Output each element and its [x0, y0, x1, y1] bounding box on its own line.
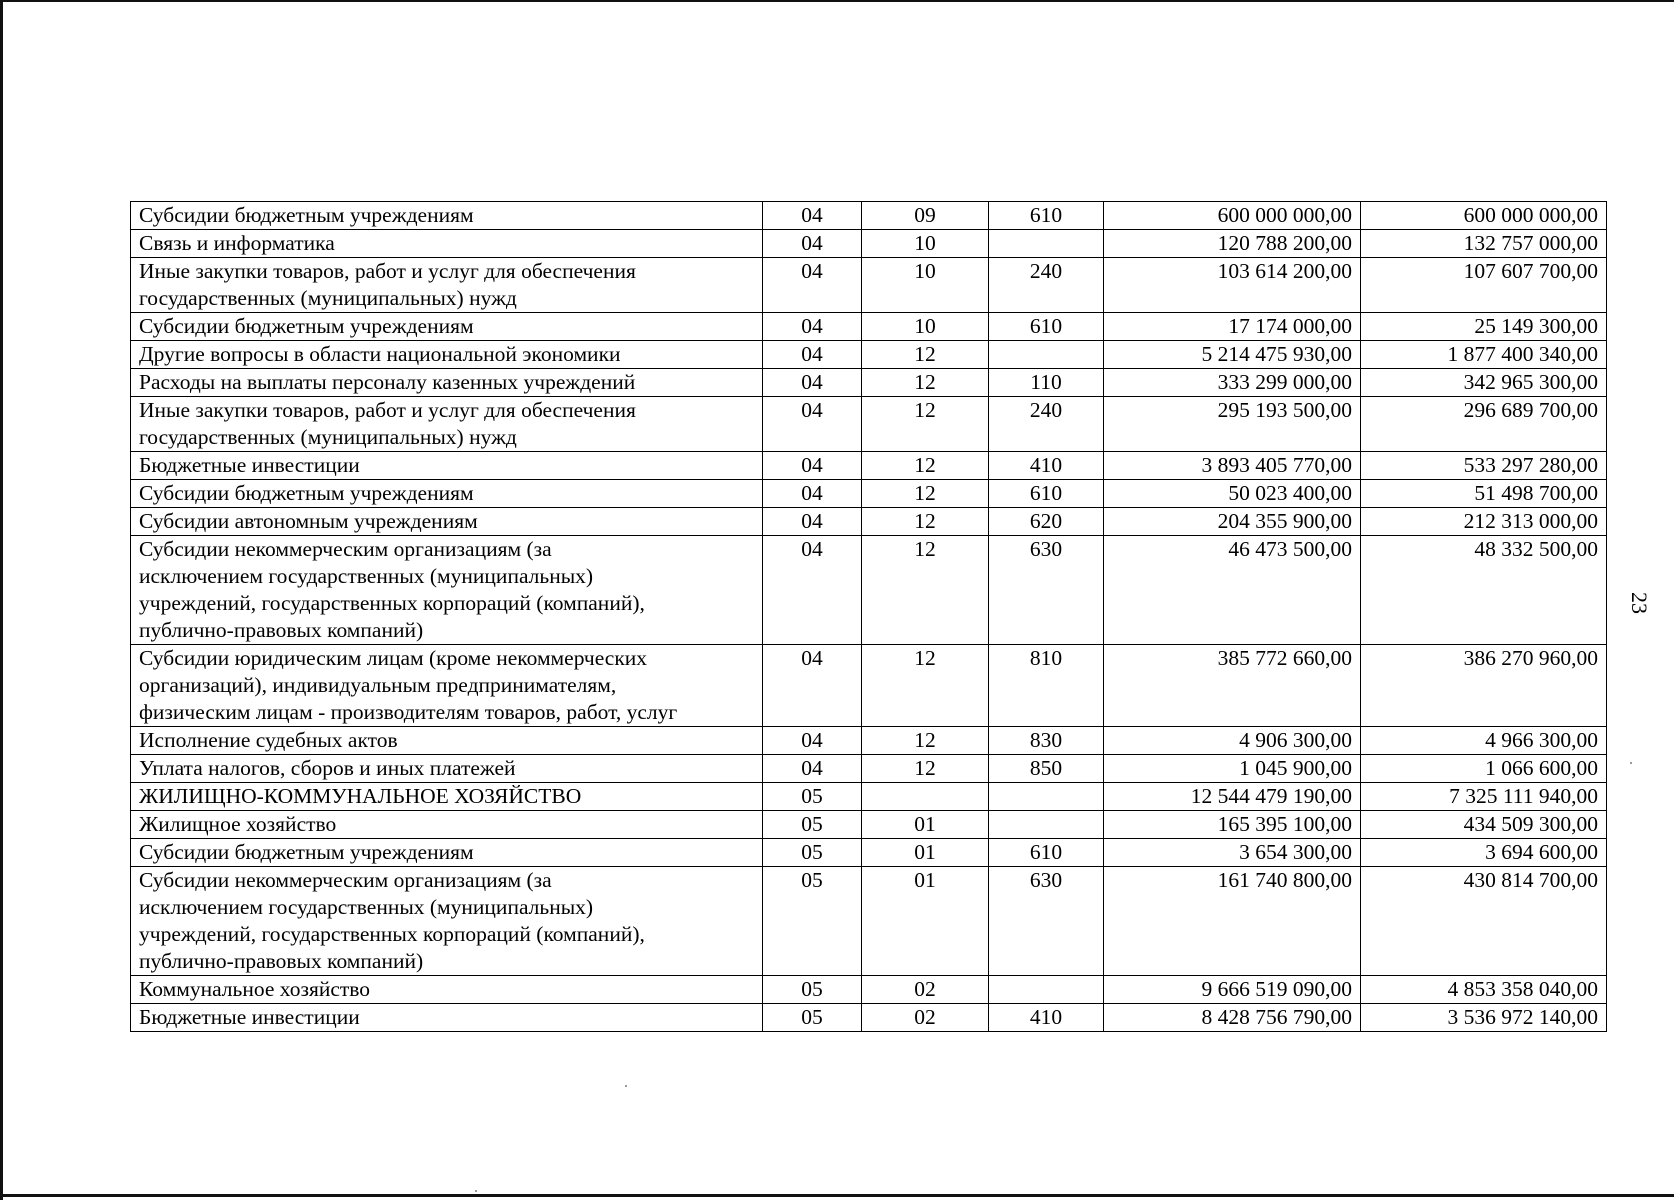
amount-year2-cell: 600 000 000,00 — [1361, 202, 1607, 230]
row-name-cell: ЖИЛИЩНО-КОММУНАЛЬНОЕ ХОЗЯЙСТВО — [131, 783, 763, 811]
section-code-cell: 05 — [763, 783, 862, 811]
table-row — [131, 783, 1607, 811]
subsection-code-cell: 12 — [862, 480, 989, 508]
expense-type-cell — [989, 341, 1104, 369]
amount-year1-cell: 333 299 000,00 — [1104, 369, 1361, 397]
subsection-code-cell: 12 — [862, 727, 989, 755]
expense-type-cell: 830 — [989, 727, 1104, 755]
section-code-cell: 04 — [763, 313, 862, 341]
section-code-cell: 04 — [763, 536, 862, 645]
expense-type-cell — [989, 230, 1104, 258]
subsection-code-cell: 01 — [862, 839, 989, 867]
amount-year1-cell: 385 772 660,00 — [1104, 645, 1361, 727]
expense-type-cell — [989, 811, 1104, 839]
row-name-cell: Субсидии бюджетным учреждениям — [131, 202, 763, 230]
table-row — [131, 1004, 1607, 1032]
table-row — [131, 867, 1607, 976]
row-name-cell: Исполнение судебных актов — [131, 727, 763, 755]
expense-type-cell: 610 — [989, 480, 1104, 508]
amount-year2-cell: 4 966 300,00 — [1361, 727, 1607, 755]
amount-year2-cell: 533 297 280,00 — [1361, 452, 1607, 480]
section-code-cell: 05 — [763, 1004, 862, 1032]
amount-year1-cell: 46 473 500,00 — [1104, 536, 1361, 645]
amount-year1-cell: 3 893 405 770,00 — [1104, 452, 1361, 480]
amount-year1-cell: 17 174 000,00 — [1104, 313, 1361, 341]
amount-year1-cell: 50 023 400,00 — [1104, 480, 1361, 508]
table-row — [131, 313, 1607, 341]
subsection-code-cell: 12 — [862, 508, 989, 536]
row-name-cell: Иные закупки товаров, работ и услуг для обеспечения государственных (муниципальных) нужд — [131, 258, 763, 313]
row-name-cell: Связь и информатика — [131, 230, 763, 258]
subsection-code-cell: 12 — [862, 341, 989, 369]
expense-type-cell — [989, 976, 1104, 1004]
amount-year2-cell: 7 325 111 940,00 — [1361, 783, 1607, 811]
amount-year1-cell: 161 740 800,00 — [1104, 867, 1361, 976]
amount-year2-cell: 107 607 700,00 — [1361, 258, 1607, 313]
row-name-cell: Жилищное хозяйство — [131, 811, 763, 839]
section-code-cell: 04 — [763, 755, 862, 783]
subsection-code-cell: 01 — [862, 867, 989, 976]
expense-type-cell: 110 — [989, 369, 1104, 397]
amount-year2-cell: 3 694 600,00 — [1361, 839, 1607, 867]
section-code-cell: 04 — [763, 369, 862, 397]
expense-type-cell: 610 — [989, 839, 1104, 867]
expense-type-cell: 240 — [989, 258, 1104, 313]
expense-type-cell: 850 — [989, 755, 1104, 783]
section-code-cell: 04 — [763, 508, 862, 536]
table-row — [131, 480, 1607, 508]
expense-type-cell — [989, 783, 1104, 811]
subsection-code-cell — [862, 783, 989, 811]
subsection-code-cell: 01 — [862, 811, 989, 839]
scan-border-bottom — [0, 1194, 1674, 1197]
amount-year2-cell: 386 270 960,00 — [1361, 645, 1607, 727]
row-name-cell: Расходы на выплаты персоналу казенных учреждений — [131, 369, 763, 397]
table-row — [131, 976, 1607, 1004]
section-code-cell: 05 — [763, 811, 862, 839]
amount-year1-cell: 9 666 519 090,00 — [1104, 976, 1361, 1004]
amount-year2-cell: 25 149 300,00 — [1361, 313, 1607, 341]
expense-type-cell: 240 — [989, 397, 1104, 452]
row-name-cell: Субсидии бюджетным учреждениям — [131, 839, 763, 867]
subsection-code-cell: 12 — [862, 452, 989, 480]
amount-year1-cell: 3 654 300,00 — [1104, 839, 1361, 867]
section-code-cell: 04 — [763, 727, 862, 755]
table-row — [131, 811, 1607, 839]
table-row — [131, 397, 1607, 452]
amount-year2-cell: 1 066 600,00 — [1361, 755, 1607, 783]
subsection-code-cell: 09 — [862, 202, 989, 230]
section-code-cell: 04 — [763, 645, 862, 727]
amount-year2-cell: 51 498 700,00 — [1361, 480, 1607, 508]
row-name-cell: Субсидии некоммерческим организациям (за исключением государственных (муниципальных) учреждений, государственных корпораций (компаний), публично-правовых компаний) — [131, 867, 763, 976]
amount-year2-cell: 430 814 700,00 — [1361, 867, 1607, 976]
row-name-cell: Субсидии некоммерческим организациям (за исключением государственных (муниципальных) учреждений, государственных корпораций (компаний), публично-правовых компаний) — [131, 536, 763, 645]
amount-year1-cell: 103 614 200,00 — [1104, 258, 1361, 313]
table-row — [131, 258, 1607, 313]
section-code-cell: 04 — [763, 230, 862, 258]
table-row — [131, 755, 1607, 783]
budget-table-body — [131, 202, 1607, 1032]
scan-speck — [625, 1085, 627, 1087]
row-name-cell: Бюджетные инвестиции — [131, 452, 763, 480]
expense-type-cell: 630 — [989, 867, 1104, 976]
table-row — [131, 202, 1607, 230]
table-row — [131, 727, 1607, 755]
table-row — [131, 341, 1607, 369]
amount-year1-cell: 1 045 900,00 — [1104, 755, 1361, 783]
section-code-cell: 04 — [763, 480, 862, 508]
amount-year1-cell: 12 544 479 190,00 — [1104, 783, 1361, 811]
subsection-code-cell: 10 — [862, 230, 989, 258]
subsection-code-cell: 10 — [862, 313, 989, 341]
table-row — [131, 452, 1607, 480]
row-name-cell: Иные закупки товаров, работ и услуг для обеспечения государственных (муниципальных) нужд — [131, 397, 763, 452]
subsection-code-cell: 12 — [862, 645, 989, 727]
subsection-code-cell: 02 — [862, 976, 989, 1004]
row-name-cell: Другие вопросы в области национальной экономики — [131, 341, 763, 369]
row-name-cell: Уплата налогов, сборов и иных платежей — [131, 755, 763, 783]
section-code-cell: 04 — [763, 258, 862, 313]
row-name-cell: Субсидии автономным учреждениям — [131, 508, 763, 536]
table-row — [131, 645, 1607, 727]
expense-type-cell: 620 — [989, 508, 1104, 536]
table-row — [131, 839, 1607, 867]
subsection-code-cell: 12 — [862, 755, 989, 783]
subsection-code-cell: 12 — [862, 397, 989, 452]
amount-year2-cell: 1 877 400 340,00 — [1361, 341, 1607, 369]
row-name-cell: Бюджетные инвестиции — [131, 1004, 763, 1032]
subsection-code-cell: 10 — [862, 258, 989, 313]
subsection-code-cell: 12 — [862, 536, 989, 645]
section-code-cell: 05 — [763, 867, 862, 976]
subsection-code-cell: 12 — [862, 369, 989, 397]
amount-year1-cell: 295 193 500,00 — [1104, 397, 1361, 452]
table-row — [131, 536, 1607, 645]
row-name-cell: Субсидии бюджетным учреждениям — [131, 313, 763, 341]
scan-border-top — [0, 0, 1674, 2]
expense-type-cell: 630 — [989, 536, 1104, 645]
scan-speck — [475, 1190, 477, 1192]
section-code-cell: 04 — [763, 341, 862, 369]
amount-year2-cell: 342 965 300,00 — [1361, 369, 1607, 397]
section-code-cell: 04 — [763, 397, 862, 452]
subsection-code-cell: 02 — [862, 1004, 989, 1032]
amount-year2-cell: 296 689 700,00 — [1361, 397, 1607, 452]
amount-year2-cell: 132 757 000,00 — [1361, 230, 1607, 258]
row-name-cell: Коммунальное хозяйство — [131, 976, 763, 1004]
amount-year1-cell: 165 395 100,00 — [1104, 811, 1361, 839]
amount-year1-cell: 204 355 900,00 — [1104, 508, 1361, 536]
row-name-cell: Субсидии юридическим лицам (кроме некоммерческих организаций), индивидуальным предпринимателям, физическим лицам - производителям товаров, работ, услуг — [131, 645, 763, 727]
amount-year1-cell: 4 906 300,00 — [1104, 727, 1361, 755]
amount-year2-cell: 212 313 000,00 — [1361, 508, 1607, 536]
amount-year1-cell: 5 214 475 930,00 — [1104, 341, 1361, 369]
row-name-cell: Субсидии бюджетным учреждениям — [131, 480, 763, 508]
section-code-cell: 04 — [763, 202, 862, 230]
table-row — [131, 369, 1607, 397]
section-code-cell: 05 — [763, 839, 862, 867]
expense-type-cell: 610 — [989, 202, 1104, 230]
section-code-cell: 05 — [763, 976, 862, 1004]
amount-year1-cell: 600 000 000,00 — [1104, 202, 1361, 230]
amount-year2-cell: 3 536 972 140,00 — [1361, 1004, 1607, 1032]
scan-border-left — [0, 0, 3, 1200]
section-code-cell: 04 — [763, 452, 862, 480]
expense-type-cell: 810 — [989, 645, 1104, 727]
budget-table — [130, 201, 1607, 1032]
expense-type-cell: 610 — [989, 313, 1104, 341]
expense-type-cell: 410 — [989, 1004, 1104, 1032]
scan-speck — [1630, 762, 1632, 764]
amount-year2-cell: 4 853 358 040,00 — [1361, 976, 1607, 1004]
table-row — [131, 230, 1607, 258]
amount-year2-cell: 434 509 300,00 — [1361, 811, 1607, 839]
table-row — [131, 508, 1607, 536]
amount-year1-cell: 8 428 756 790,00 — [1104, 1004, 1361, 1032]
expense-type-cell: 410 — [989, 452, 1104, 480]
amount-year1-cell: 120 788 200,00 — [1104, 230, 1361, 258]
amount-year2-cell: 48 332 500,00 — [1361, 536, 1607, 645]
page-number: 23 — [1627, 592, 1652, 614]
